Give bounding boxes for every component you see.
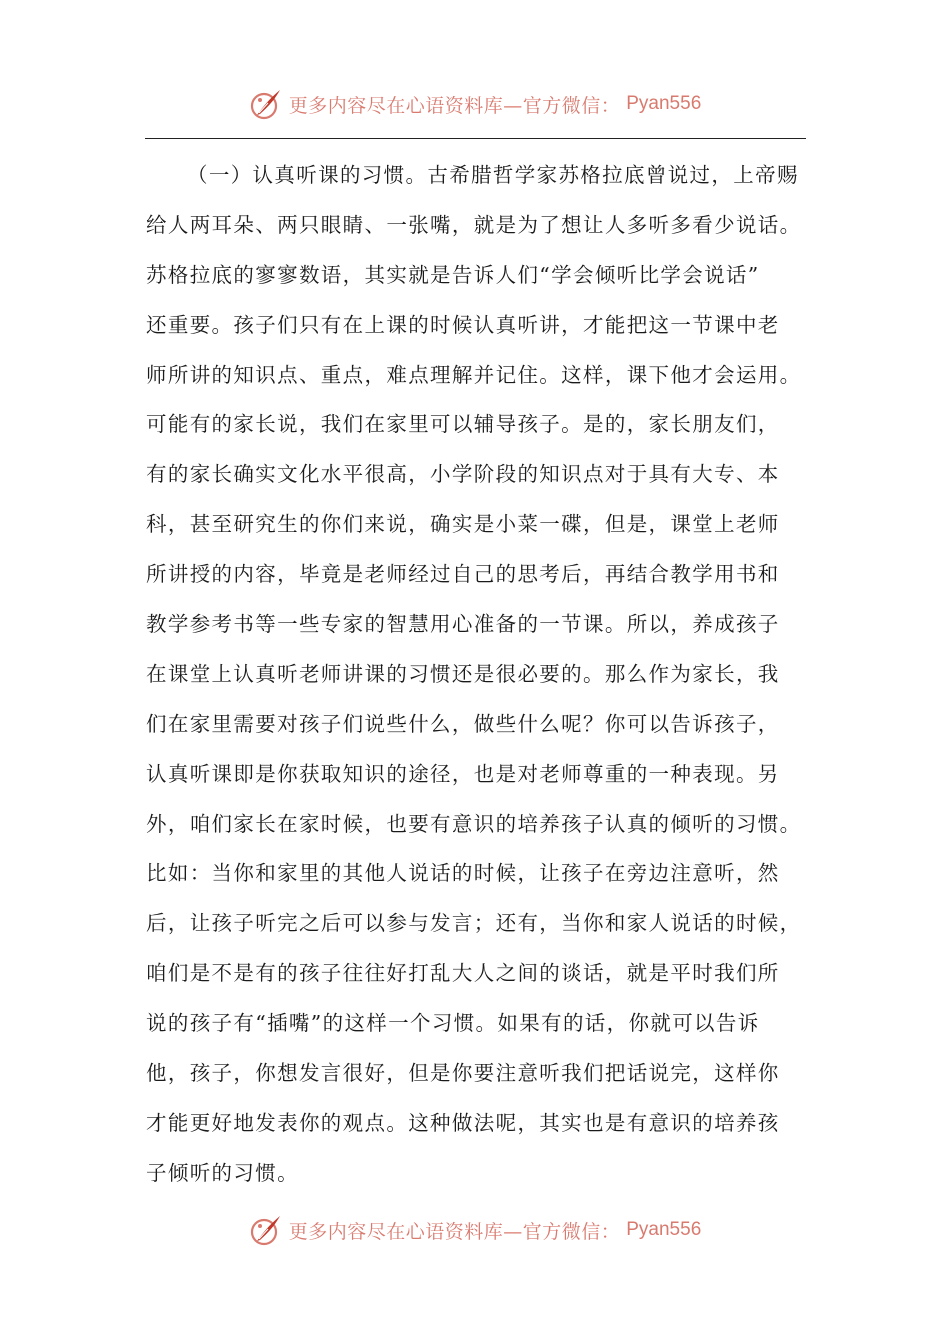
paragraph-line: 子倾听的习惯。 — [146, 1160, 299, 1185]
paragraph-line: 比如：当你和家里的其他人说话的时候，让孩子在旁边注意听，然 — [146, 861, 780, 886]
paragraph-line: 咱们是不是有的孩子往往好打乱大人之间的谈话，就是平时我们所 — [146, 961, 780, 986]
paragraph-line: 他，孩子，你想发言很好，但是你要注意听我们把话说完，这样你 — [146, 1061, 780, 1086]
paragraph-line: 有的家长确实文化水平很高，小学阶段的知识点对于具有大专、本 — [146, 462, 780, 487]
paragraph-line: 可能有的家长说，我们在家里可以辅导孩子。是的，家长朋友们， — [146, 412, 780, 437]
footer-banner-id: Pyan556 — [626, 1219, 702, 1240]
paragraph-line: 所讲授的内容，毕竟是老师经过自己的思考后，再结合教学用书和 — [146, 562, 780, 587]
quill-pen-logo-icon — [249, 87, 283, 121]
paragraph-line: 还重要。孩子们只有在上课的时候认真听讲，才能把这一节课中老 — [146, 312, 780, 337]
paragraph-line: 科，甚至研究生的你们来说，确实是小菜一碟，但是，课堂上老师 — [146, 512, 780, 537]
footer-banner — [0, 1210, 950, 1250]
header-divider — [145, 138, 806, 139]
quill-pen-logo-icon — [249, 1213, 283, 1247]
paragraph-line: 说的孩子有“插嘴”的这样一个习惯。如果有的话，你就可以告诉 — [146, 1011, 760, 1036]
paragraph-line: （一）认真听课的习惯。古希腊哲学家苏格拉底曾说过，上帝赐 — [187, 163, 799, 187]
document-body — [146, 151, 808, 1199]
paragraph-line: 教学参考书等一些专家的智慧用心准备的一节课。所以，养成孩子 — [146, 612, 780, 637]
paragraph-line: 师所讲的知识点、重点，难点理解并记住。这样，课下他才会运用。 — [146, 362, 802, 387]
paragraph-line: 认真听课即是你获取知识的途径，也是对老师尊重的一种表现。另 — [146, 761, 780, 786]
header-banner — [0, 84, 950, 124]
paragraph-line: 们在家里需要对孩子们说些什么，做些什么呢？你可以告诉孩子， — [146, 711, 780, 736]
paragraph-line: 后，让孩子听完之后可以参与发言；还有，当你和家人说话的时候， — [146, 911, 802, 936]
paragraph-line: 苏格拉底的寥寥数语，其实就是告诉人们“学会倾听比学会说话” — [146, 262, 760, 287]
header-banner-text: 更多内容尽在心语资料库—官方微信： — [288, 94, 621, 117]
paragraph-line: 在课堂上认真听老师讲课的习惯还是很必要的。那么作为家长，我 — [146, 661, 780, 686]
footer-banner-text: 更多内容尽在心语资料库—官方微信： — [288, 1220, 621, 1243]
paragraph-line: 给人两耳朵、两只眼睛、一张嘴，就是为了想让人多听多看少说话。 — [146, 212, 802, 237]
header-banner-id: Pyan556 — [626, 93, 702, 114]
paragraph-line: 外，咱们家长在家时候，也要有意识的培养孩子认真的倾听的习惯。 — [146, 811, 802, 836]
paragraph-line: 才能更好地发表你的观点。这种做法呢，其实也是有意识的培养孩 — [146, 1110, 780, 1135]
